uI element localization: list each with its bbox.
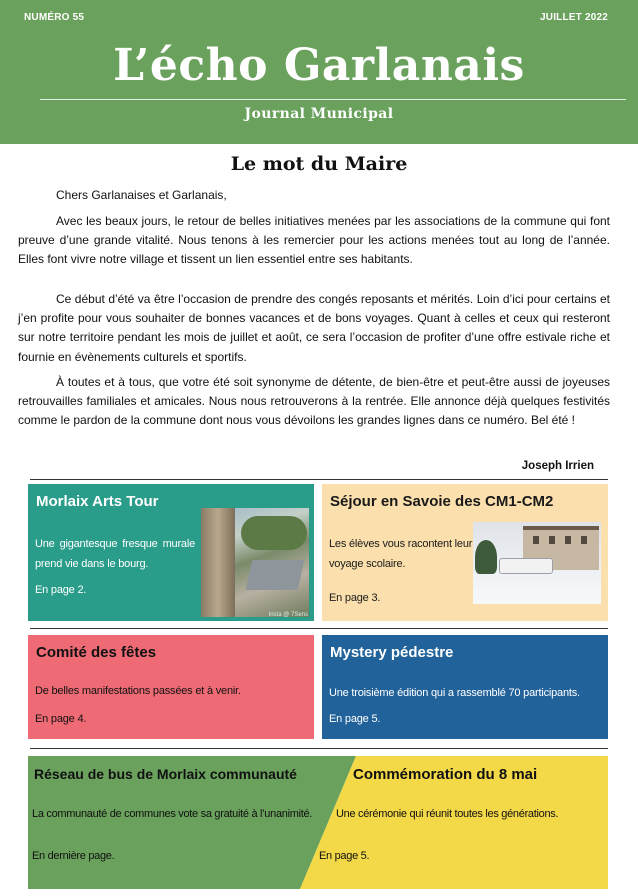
card-page-reference: En page 5. [329,713,381,725]
card-summary: Une gigantesque fresque murale prend vie dans le bourg. [35,538,195,570]
card-title: Comité des fêtes [36,644,157,661]
photo-credit: Insta @ 7Sens [268,612,308,618]
divider [30,479,608,480]
card-bus-summary: La communauté de communes vote sa gratuité à l’unanimité. [32,808,313,820]
card-mystery-pedestre[interactable] [322,635,608,739]
card-title: Séjour en Savoie des CM1-CM2 [330,493,554,510]
card-page-reference: En page 2. [35,584,87,596]
editorial-salutation: Chers Garlanaises et Garlanais, [56,188,227,202]
card-summary: De belles manifestations passées et à venir. [35,685,241,697]
editorial-paragraph: Ce début d’été va être l’occasion de prendre des congés reposants et mérités. Loin d’ici pour certains et j’en profite pour vous souhaiter de bonnes vacances et de bons voyages. Quant à celles et ceux qui resteront sur notre territoire pendant les mois de juillet et août, ce sera l’occasion de profiter d’une offre estivale riche et fournie en évènements culturels et sportifs. [18,292,610,364]
card-bottom-split [28,756,608,889]
card-sejour-savoie[interactable] [322,484,608,621]
card-morlaix-arts-tour[interactable] [28,484,314,621]
card-commemoration-title[interactable]: Commémoration du 8 mai [353,766,538,783]
card-page-reference: En page 3. [329,592,381,604]
divider [30,628,608,629]
editorial-signature: Joseph Irrien [521,460,594,472]
card-title: Mystery pédestre [330,644,454,661]
card-summary: Une troisième édition qui a rassemblé 70 participants. [329,687,580,699]
card-comite-des-fetes[interactable] [28,635,314,739]
newspaper-title: L’écho Garlanais [113,40,525,91]
card-summary: Les élèves vous racontent leur voyage scolaire. [329,538,473,570]
editorial-paragraph: À toutes et à tous, que votre été soit synonyme de détente, de bien-être et peut-être aussi de joyeuses retrouvailles familiales et amicales. Nous nous retrouverons à la rentrée. Elle annonce déjà quelques festivités comme le pardon de la commune dont nous vous dévoilons les grandes lignes dans ce numéro. Bel été ! [18,375,610,428]
card-page-reference: En page 4. [35,713,87,725]
card-commemoration-page-reference: En page 5. [319,850,370,862]
snow-bus-photo [473,522,601,604]
issue-date: JUILLET 2022 [540,12,608,23]
card-bus-title[interactable]: Réseau de bus de Morlaix communauté [34,766,297,782]
divider [30,748,608,749]
issue-number: NUMÉRO 55 [24,12,85,23]
mural-photo [201,508,309,617]
editorial-paragraph: Avec les beaux jours, le retour de belles initiatives menées par les associations de la commune qui font preuve d’une grande vitalité. Nous tenons à les remercier pour les actions menées tout au long de l’année. Elles font vivre notre village et tissent un lien essentiel entre ses habitants. [18,214,610,267]
card-bus-page-reference: En dernière page. [32,850,115,862]
newspaper-subtitle: Journal Municipal [244,106,394,122]
editorial-title: Le mot du Maire [230,153,408,175]
card-title: Morlaix Arts Tour [36,493,159,510]
card-commemoration-summary: Une cérémonie qui réunit toutes les générations. [336,808,559,820]
masthead [0,0,638,144]
masthead-rule [40,99,626,100]
